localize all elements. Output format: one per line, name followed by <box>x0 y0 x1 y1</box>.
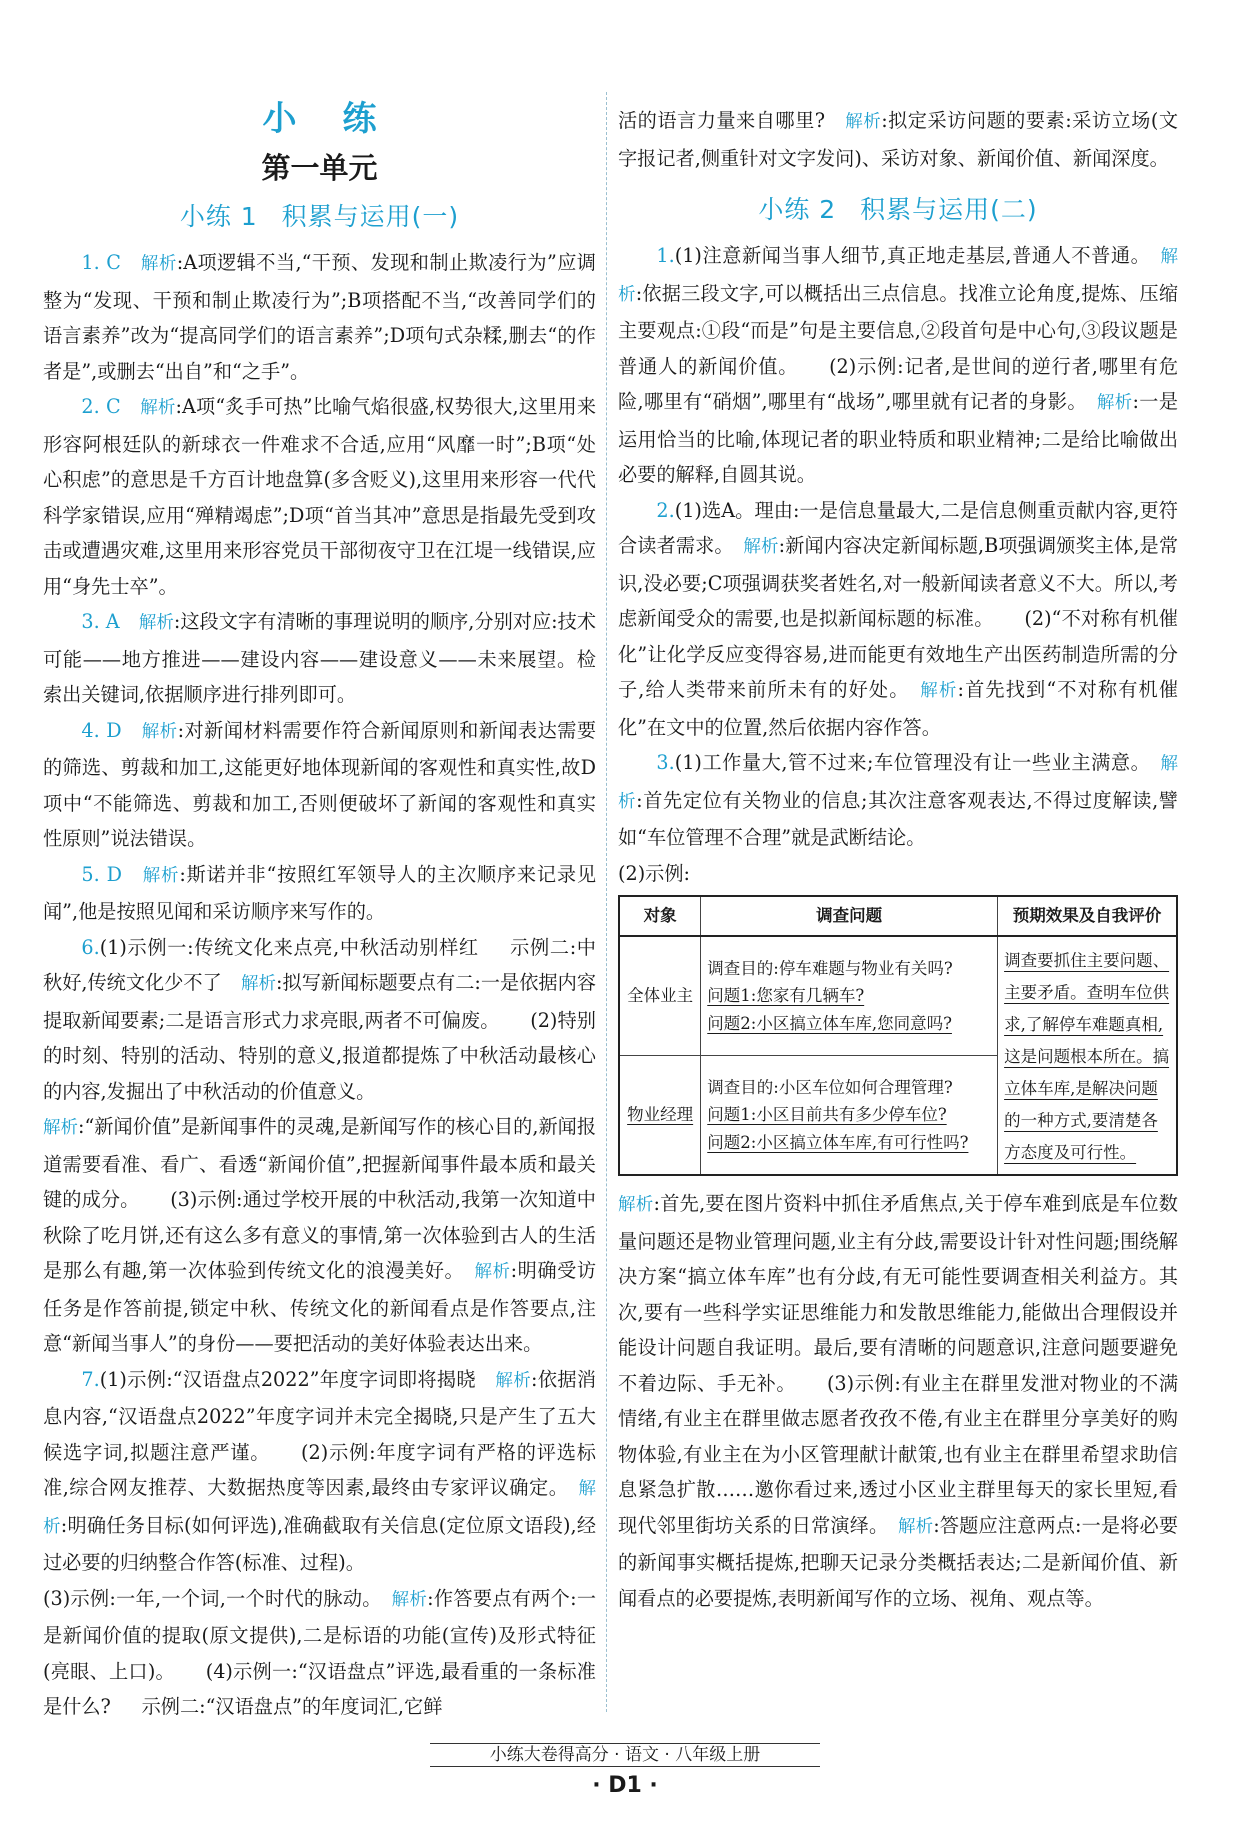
table-header: 对象 <box>619 896 701 936</box>
answer-text: :斯诺并非“按照红军领导人的主次顺序来记录见闻”,他是按照见闻和采访顺序来写作的。 <box>43 862 597 923</box>
answer-text: :A项“炙手可热”比喻气焰很盛,权势很大,这里用来形容阿根廷队的新球衣一件难求不合适,应用“风靡一时”;B项“处心积虑”的意思是千方百计地盘算(多含贬义),这里用来形容一代代科学家错误,应用“殚精竭虑”;D项“首当其冲”意思是指最先受到攻击或遭遇灾难,这里用来形容党员干部彻夜守卫在江堤一线错误,应用“身先士卒”。 <box>43 395 597 598</box>
answer-5 <box>43 857 596 930</box>
survey-table <box>618 895 1178 1176</box>
section-title-2 <box>618 186 1178 234</box>
survey-question: 问题2:小区搞立体车库,您同意吗? <box>707 1013 952 1033</box>
section-number: 小练 1 <box>179 202 258 231</box>
unit-title: 第一单元 <box>261 151 378 185</box>
section-number: 小练 2 <box>758 195 837 224</box>
answer-text: :拟写新闻标题要点有二:一是依据内容提取新闻要素;二是语言形式力求亮眼,两者不可偏废。 <box>43 971 597 1032</box>
analysis-tag: 解析 <box>142 865 180 886</box>
column-divider <box>606 92 607 1712</box>
question-number: 1. <box>656 244 675 267</box>
answer-6-cont <box>43 1109 596 1362</box>
answer-text: :明确受访任务是作答前提,锁定中秋、传统文化的新闻看点是作答要点,注意“新闻当事人”的身份——要把活动的美好体验表达出来。 <box>43 1259 597 1355</box>
answer-text: :拟定采访问题的要素:采访立场(文字报记者,侧重针对文字发问)、采访对象、新闻价值、新闻深度。 <box>618 109 1179 170</box>
survey-question: 问题1:小区目前共有多少停车位? <box>707 1105 947 1125</box>
analysis-tag: 解析 <box>141 721 178 742</box>
analysis-tag: 解析 <box>920 681 958 701</box>
answer-r3 <box>618 745 1178 856</box>
table-cell-object: 全体业主 <box>619 936 701 1056</box>
answer-text: :首先,要在图片资料中抓住矛盾焦点,关于停车难到底是车位数量问题还是物业管理问题,业主有分歧,需要设计针对性问题;围绕解决方案“搞立体车库”也有分歧,有无可能性要调查相关利益方。其次,要有一些科学实证思维能力和发散思维能力,能做出合理假设并能设计问题自我证明。最后,要有清晰的问题意识,注意问题要避免不着边际、手无补。 <box>618 1192 1178 1395</box>
answer-text: :明确任务目标(如何评选),准确截取有关信息(定位原文语段),经过必要的归纳整合作答(标准、过程)。 <box>43 1513 597 1574</box>
answer-text: :一是运用恰当的比喻,体现记者的职业特质和职业精神;二是给比喻做出必要的解释,自圆其说。 <box>618 390 1179 486</box>
table-cell-object: 物业经理 <box>619 1056 701 1176</box>
answer-text: (1)示例:“汉语盘点2022”年度字词即将揭晓 <box>99 1367 476 1391</box>
question-number: 2. C <box>81 395 121 418</box>
table-header: 调查问题 <box>701 896 998 936</box>
answer-r3-analysis <box>618 1186 1178 1616</box>
question-number: 2. <box>656 498 675 522</box>
answer-text: (3)示例:有业主在群里发泄对物业的不满情绪,有业主在群里做志愿者孜孜不倦,有业主在群里分享美好的购物体验,有业主在为小区管理献计献策,也有业主在群里希望求助信息紧急扩散……邀你看过来,透过小区业主群里每天的家长里短,看现代邻里街坊关系的日常演绎。 <box>618 1371 1179 1537</box>
analysis-tag: 解析 <box>1096 393 1133 413</box>
analysis-tag: 解析 <box>140 398 176 418</box>
answer-6 <box>43 930 596 1110</box>
table-row <box>619 936 1177 1056</box>
answer-text: :A项逻辑不当,“干预、发现和制止欺凌行为”应调整为“发现、干预和制止欺凌行为”;B项搭配不当,“改善同学们的语言素养”改为“提高同学们的语言素养”;D项句式杂糅,删去“的作者是”,或删去“出自”和“之手”。 <box>43 251 596 383</box>
answer-text: 活的语言力量来自哪里? <box>618 109 826 132</box>
main-title: 小练 <box>262 99 423 139</box>
survey-question: 问题2:小区搞立体车库,有可行性吗? <box>707 1132 969 1152</box>
answer-7 <box>43 1362 596 1581</box>
answer-text: :作答要点有两个:一是新闻价值的提取(原文提供),二是标语的功能(宣传)及形式特征(亮眼、上口)。 <box>43 1586 597 1683</box>
table-cell-questions <box>701 1056 998 1176</box>
question-number: 3. <box>656 751 675 774</box>
answer-7-end <box>618 103 1178 176</box>
analysis-tag: 解析 <box>618 1195 654 1215</box>
right-column <box>618 103 1178 1616</box>
answer-text: (2)示例:记者,是世间的逆行者,哪里有危险,哪里有“硝烟”,哪里有“战场”,哪里就有记者的身影。 <box>618 354 1179 413</box>
page-number: · D1 · <box>592 1773 658 1798</box>
section-name: 积累与运用(一) <box>281 202 460 231</box>
answer-text: (1)选A。理由:一是信息量最大,二是信息侧重贡献内容,更符合读者需求。 <box>618 498 1178 557</box>
answer-3 <box>43 604 596 713</box>
answer-text: :首先定位有关物业的信息;其次注意客观表达,不得过度解读,譬如“车位管理不合理”就是武断结论。 <box>618 788 1178 849</box>
answer-text: :答题应注意两点:一是将必要的新闻事实概括提炼,把聊天记录分类概括表达;二是新闻价值、新闻看点的必要提炼,表明新闻写作的立场、视角、观点等。 <box>618 1513 1179 1610</box>
analysis-tag: 解析 <box>743 537 779 557</box>
answer-text: :对新闻材料需要作符合新闻原则和新闻表达需要的筛选、剪裁和加工,这能更好地体现新闻的客观性和真实性,故D项中“不能筛选、剪裁和加工,否则便破坏了新闻的客观性和真实性原则”说法错误。 <box>43 718 597 850</box>
answer-text: (1)示例一:传统文化来点亮,中秋活动别样红 <box>99 935 479 959</box>
footer-title-text: 小练大卷得高分 · 语文 · 八年级上册 <box>430 1743 820 1767</box>
answer-text: (3)示例:一年,一个词,一个时代的脉动。 <box>43 1586 373 1610</box>
answer-7-cont <box>43 1581 596 1725</box>
answer-r2 <box>618 493 1178 746</box>
table-header-row <box>619 896 1177 936</box>
question-number: 4. D <box>81 718 122 742</box>
analysis-tag: 解析 <box>43 1118 79 1138</box>
example-label: (2)示例: <box>618 861 691 885</box>
section-name: 积累与运用(二) <box>860 195 1038 224</box>
analysis-tag: 解析 <box>43 1479 596 1537</box>
question-number: 6. <box>81 935 100 959</box>
answer-text: (4)示例一:“汉语盘点”评选,最看重的一条标准是什么? <box>43 1659 596 1718</box>
answer-text: 示例二:中秋好,传统文化少不了 <box>43 935 596 994</box>
answer-text: :这段文字有清晰的事理说明的顺序,分别对应:技术可能——地方推进——建设内容——建设意义——未来展望。检索出关键词,依据顺序进行排列即可。 <box>43 610 597 706</box>
answer-text: (2)特别的时刻、特别的活动、特别的意义,报道都提炼了中秋活动最核心的内容,发掘出了中秋活动的价值意义。 <box>43 1008 596 1103</box>
answer-text: :依据三段文字,可以概括出三点信息。找准立论角度,提炼、压缩主要观点:①段“而是”句是主要信息,②段首句是中心句,③段议题是普通人的新闻价值。 <box>618 281 1179 378</box>
analysis-tag: 解析 <box>138 613 174 633</box>
question-number: 7. <box>81 1367 100 1391</box>
question-number: 3. A <box>81 610 120 633</box>
survey-purpose: 调查目的:停车难题与物业有关吗? <box>707 958 953 978</box>
analysis-tag: 解析 <box>898 1516 934 1537</box>
analysis-tag: 解析 <box>618 754 1178 812</box>
answer-text: (3)示例:通过学校开展的中秋活动,我第一次知道中秋除了吃月饼,还有这么多有意义的事情,第一次体验到古人的生活是那么有趣,第一次体验到传统文化的浪漫美好。 <box>43 1188 596 1282</box>
question-number: 1. C <box>81 251 121 274</box>
answer-r1 <box>618 238 1178 493</box>
analysis-tag: 解析 <box>140 254 177 274</box>
answer-2 <box>43 389 596 604</box>
analysis-tag: 解析 <box>474 1262 511 1282</box>
survey-question: 问题1:您家有几辆车? <box>707 986 865 1006</box>
footer-title <box>0 1743 1250 1767</box>
answer-text: :依据消息内容,“汉语盘点2022”年度字词并未完全揭晓,只是产生了五大候选字词,拟题注意严谨。 <box>43 1367 597 1464</box>
analysis-tag: 解析 <box>391 1589 428 1610</box>
table-header: 预期效果及自我评价 <box>998 896 1177 936</box>
analysis-tag: 解析 <box>495 1370 532 1391</box>
answer-text: 示例二:“汉语盘点”的年度词汇,它鲜 <box>141 1695 443 1718</box>
analysis-tag: 解析 <box>618 247 1179 305</box>
answer-text: (2)“不对称有机催化”让化学反应变得容易,进而能更有效地生产出医药制造所需的分子,给人类带来前所未有的好处。 <box>618 607 1178 701</box>
answer-text: :“新闻价值”是新闻事件的灵魂,是新闻写作的核心目的,新闻报道需要看准、看广、看透“新闻价值”,把握新闻事件最本质和最关键的成分。 <box>43 1115 597 1211</box>
analysis-tag: 解析 <box>241 974 277 994</box>
section-title-1 <box>43 193 596 241</box>
table-cell-questions <box>701 936 998 1056</box>
answer-text: :新闻内容决定新闻标题,B项强调颁奖主体,是常识,没必要;C项强调获奖者姓名,对一般新闻读者意义不大。所以,考虑新闻受众的需要,也是拟新闻标题的标准。 <box>618 534 1179 630</box>
left-column <box>43 95 596 1725</box>
answer-text: (2)示例:年度字词有严格的评选标准,综合网友推荐、大数据热度等因素,最终由专家评议确定。 <box>43 1440 596 1499</box>
table-cell-evaluation: 调查要抓住主要问题、主要矛盾。查明车位供求,了解停车难题真相,这是问题根本所在。搞立体车库,是解决问题的一种方式,要清楚各方态度及可行性。 <box>1004 951 1170 1162</box>
question-number: 5. D <box>81 862 122 886</box>
analysis-tag: 解析 <box>845 112 882 132</box>
answer-1 <box>43 245 596 389</box>
answer-4 <box>43 713 596 857</box>
answer-text: (1)注意新闻当事人细节,真正地走基层,普通人不普通。 <box>674 244 1141 267</box>
answer-text: (1)工作量大,管不过来;车位管理没有让一些业主满意。 <box>674 751 1141 774</box>
answer-text: :首先找到“不对称有机催化”在文中的位置,然后依据内容作答。 <box>618 678 1179 739</box>
survey-purpose: 调查目的:小区车位如何合理管理? <box>707 1077 953 1097</box>
